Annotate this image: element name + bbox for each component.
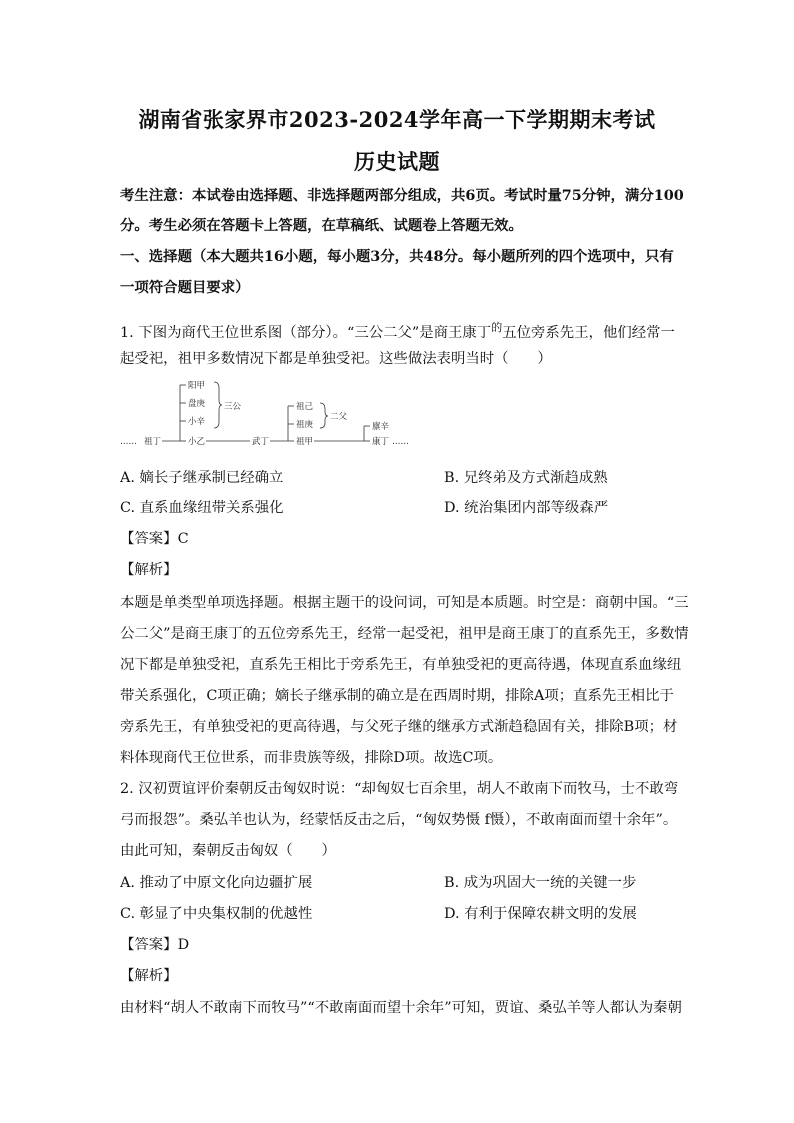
- q1-analysis-line-2: 公二父”是商王康丁的五位旁系先王，经常一起受祀，祖甲是商王康丁的直系先王，多数情: [120, 626, 689, 642]
- q1-option-a: A. 嫡长子继承制已经确立: [120, 470, 284, 486]
- q1-stem-line-1: [120, 318, 676, 343]
- diagram-name-zujia: 祖甲: [296, 437, 314, 447]
- notice-line-1: 考生注意：本试卷由选择题、非选择题两部分组成，共6页。考试时量75分钟，满分100: [120, 187, 684, 204]
- diagram-label-sangong: 三公: [224, 402, 242, 412]
- q1-analysis-line-6: 料体现商代王位世系，而非贵族等级，排除D项。故选C项。: [120, 750, 503, 766]
- diagram-name-yangjia: 阳甲: [188, 381, 206, 391]
- section-heading-line-2: 一项符合题目要求）: [120, 279, 250, 296]
- diagram-name-wuding: 武丁: [252, 437, 270, 447]
- q1-option-c: C. 直系血缘纽带关系强化: [120, 500, 284, 516]
- diagram-name-pangeng: 盘庚: [188, 399, 206, 409]
- diagram-name-xiaoxin: 小辛: [188, 417, 206, 427]
- q1-stem-text-b: 五位旁系先王，他们经常一: [502, 325, 675, 341]
- q1-analysis-line-3: 况下都是单独受祀，直系先王相比于旁系先王，有单独受祀的更高待遇，体现直系血缘纽: [120, 657, 682, 673]
- diagram-leading-dots: ……: [120, 437, 137, 447]
- q2-stem-line-1: 2. 汉初贾谊评价秦朝反击匈奴时说：“却匈奴七百余里，胡人不敢南下而牧马，士不敢弯: [120, 781, 679, 797]
- q2-option-d: D. 有利于保障农耕文明的发展: [444, 906, 637, 922]
- diagram-name-zugeng: 祖庚: [296, 420, 314, 430]
- diagram-name-xiaoyi: 小乙: [188, 437, 206, 447]
- q1-stem-text-a: 1. 下图为商代王位世系图（部分）。“三公二父”是商王康丁: [120, 325, 492, 341]
- q1-option-d: D. 统治集团内部等级森严: [444, 500, 609, 516]
- q1-stem-line-2: 起受祀，祖甲多数情况下都是单独受祀。这些做法表明当时（ ）: [120, 351, 552, 367]
- diagram-name-kangding: 康丁: [372, 437, 390, 447]
- q2-analysis-label: 【解析】: [120, 968, 178, 984]
- q2-stem-line-2: 弓而报怨”。桑弘羊也认为，经蒙恬反击之后，“匈奴势慑 f慑），不敢南面而望十余年”。: [120, 812, 678, 828]
- q1-analysis-label: 【解析】: [120, 562, 178, 578]
- diagram-label-erfu: 二父: [330, 412, 348, 422]
- exam-title: 湖南省张家界市2023-2024学年高一下学期期末考试: [138, 107, 656, 132]
- q1-analysis-line-5: 旁系先王，有单独受祀的更高待遇，与父死子继的继承方式渐趋稳固有关，排除B项；材: [120, 719, 678, 735]
- q1-analysis-line-4: 带关系强化，C项正确；嫡长子继承制的确立是在西周时期，排除A项；直系先王相比于: [120, 688, 674, 704]
- q1-analysis-line-1: 本题是单类型单项选择题。根据主题干的设问词，可知是本质题。时空是：商朝中国。“三: [120, 595, 689, 611]
- diagram-name-linxin: 廪辛: [372, 422, 390, 432]
- q2-analysis-line-1: 由材料“胡人不敢南下而牧马”“不敢南面而望十余年”可知，贾谊、桑弘羊等人都认为秦朝: [120, 1000, 682, 1016]
- q2-answer: 【答案】D: [120, 937, 190, 953]
- diagram-name-zuding: 祖丁: [144, 437, 162, 447]
- q1-stem-superscript: 的: [491, 321, 503, 334]
- q2-option-a: A. 推动了中原文化向边疆扩展: [120, 875, 313, 891]
- diagram-name-zuji: 祖己: [296, 402, 314, 412]
- notice-line-2: 分。考生必须在答题卡上答题，在草稿纸、试题卷上答题无效。: [120, 217, 523, 234]
- q1-answer: 【答案】C: [120, 531, 189, 547]
- q2-option-c: C. 彰显了中央集权制的优越性: [120, 906, 313, 922]
- q2-option-b: B. 成为巩固大一统的关键一步: [444, 875, 637, 891]
- section-heading-line-1: 一、选择题（本大题共16小题，每小题3分，共48分。每小题所列的四个选项中，只有: [120, 248, 674, 265]
- q2-stem-line-3: 由此可知，秦朝反击匈奴（ ）: [120, 843, 336, 859]
- diagram-trailing-dots: ……: [392, 437, 409, 447]
- lineage-diagram: [120, 378, 450, 448]
- exam-subject: 历史试题: [354, 149, 440, 174]
- q1-option-b: B. 兄终弟及方式渐趋成熟: [444, 470, 608, 486]
